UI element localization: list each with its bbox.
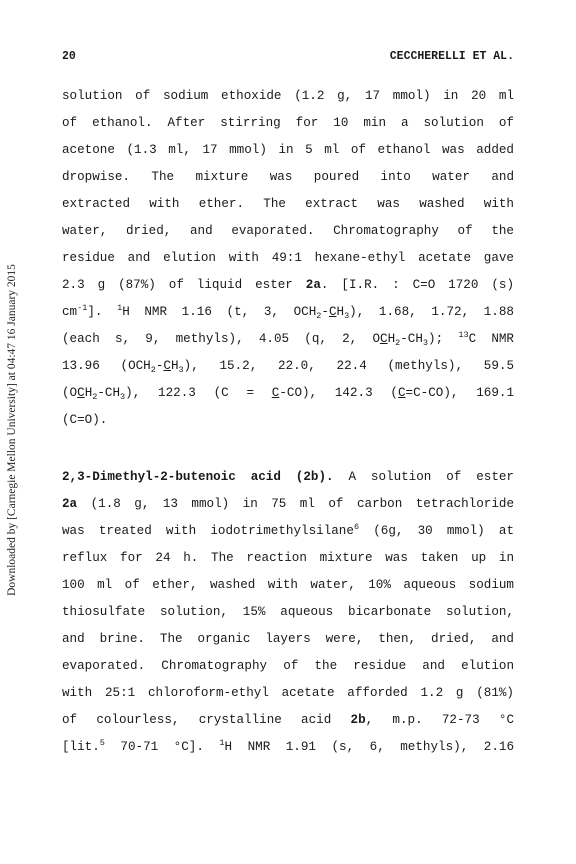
text-run: [lit. [62, 740, 100, 754]
text-line [62, 739, 514, 755]
superscript: 1 [117, 303, 123, 313]
text-line [62, 469, 514, 485]
text-run: H [387, 332, 396, 346]
text-run: 2.3 g (87%) of liquid ester [62, 278, 306, 292]
subscript: 2 [150, 365, 156, 375]
text-line: solution of sodium ethoxide (1.2 g, 17 mmol) in 20 ml [62, 89, 514, 103]
subscript: 3 [344, 311, 350, 321]
text-run: of colourless, crystalline acid [62, 713, 351, 727]
section-heading: 2,3-Dimethyl-2-butenoic acid (2b). [62, 470, 334, 484]
text-line [62, 523, 514, 539]
subscript: 2 [92, 392, 98, 402]
text-run: H NMR 1.91 (s, 6, methyls), 2.16 [224, 740, 514, 754]
text-line [62, 496, 514, 512]
underlined-atom: C [163, 359, 171, 373]
text-line: reflux for 24 h. The reaction mixture was taken up in [62, 551, 514, 565]
text-run: - [155, 359, 164, 373]
text-run: H [336, 305, 345, 319]
underlined-atom: C [271, 386, 280, 400]
text-run: ), 1.68, 1.72, 1.88 [349, 305, 514, 319]
text-run: -CO), 142.3 ( [279, 386, 398, 400]
text-run: -CH [400, 332, 423, 346]
text-run: cm [62, 305, 78, 319]
text-run: H NMR 1.16 (t, 3, OCH [122, 305, 317, 319]
text-run: - [321, 305, 329, 319]
superscript: 5 [99, 738, 105, 748]
running-head: CECCHERELLI ET AL. [389, 50, 514, 63]
text-line: of ethanol. After stirring for 10 min a solution of [62, 116, 514, 130]
text-run: ), 15.2, 22.0, 22.4 (methyls), 59.5 [183, 359, 515, 373]
compound-label: 2a [305, 278, 321, 292]
text-line: extracted with ether. The extract was washed with [62, 197, 514, 211]
text-line: 100 ml of ether, washed with water, 10% aqueous sodium [62, 578, 514, 592]
underlined-atom: C [328, 305, 337, 319]
text-run: (each s, 9, methyls), 4.05 (q, 2, O [62, 332, 380, 346]
text-run: (6g, 30 mmol) at [359, 524, 514, 538]
text-line [62, 277, 514, 293]
text-line: with 25:1 chloroform-ethyl acetate afforded 1.2 g (81%) [62, 686, 514, 700]
superscript: 13 [458, 330, 469, 340]
superscript: -1 [77, 303, 88, 313]
text-run: was treated with iodotrimethylsilane [62, 524, 354, 538]
superscript: 6 [353, 522, 360, 532]
text-run: A solution of ester [333, 470, 514, 484]
underlined-atom: C [77, 386, 85, 400]
subscript: 3 [178, 365, 184, 375]
text-run: 13.96 (OCH [62, 359, 151, 373]
text-line: and brine. The organic layers were, then, dried, and [62, 632, 514, 646]
underlined-atom: C [380, 332, 388, 346]
text-line: residue and elution with 49:1 hexane-ethyl acetate gave [62, 251, 514, 265]
text-run: 70-71 °C]. [104, 740, 220, 754]
text-line: acetone (1.3 ml, 17 mmol) in 5 ml of ethanol was added [62, 143, 514, 157]
underlined-atom: C [397, 386, 406, 400]
text-line [62, 331, 514, 347]
text-line [62, 304, 514, 320]
text-run: ]. [87, 305, 118, 319]
text-run: H [84, 386, 93, 400]
text-line: (C=O). [62, 413, 108, 427]
text-run: (O [62, 386, 78, 400]
text-run: . [I.R. : C=O 1720 (s) [320, 278, 514, 292]
compound-label: 2b [350, 713, 366, 727]
subscript: 2 [316, 311, 322, 321]
text-line: dropwise. The mixture was poured into water and [62, 170, 514, 184]
text-line: evaporated. Chromatography of the residue and elution [62, 659, 514, 673]
superscript: 1 [219, 738, 225, 748]
text-line [62, 385, 514, 401]
compound-label: 2a [62, 497, 78, 511]
subscript: 2 [395, 338, 401, 348]
text-run: ), 122.3 (C = [125, 386, 272, 400]
text-run: , m.p. 72-73 °C [365, 713, 514, 727]
text-run: H [170, 359, 179, 373]
text-run: C NMR [468, 332, 514, 346]
text-run: =C-CO), 169.1 [405, 386, 514, 400]
text-run: ); [428, 332, 459, 346]
text-line [62, 712, 514, 728]
subscript: 3 [422, 338, 429, 348]
page-number: 20 [62, 50, 76, 63]
text-line: thiosulfate solution, 15% aqueous bicarbonate solution, [62, 605, 514, 619]
subscript: 3 [120, 392, 126, 402]
text-line: water, dried, and evaporated. Chromatography of the [62, 224, 514, 238]
text-line [62, 358, 514, 374]
download-watermark-text: Downloaded by [Carnegie Mellon University] at 04:47 16 January 2015 [6, 264, 18, 596]
download-watermark [3, 230, 21, 630]
text-run: (1.8 g, 13 mmol) in 75 ml of carbon tetrachloride [77, 497, 514, 511]
text-run: -CH [97, 386, 121, 400]
